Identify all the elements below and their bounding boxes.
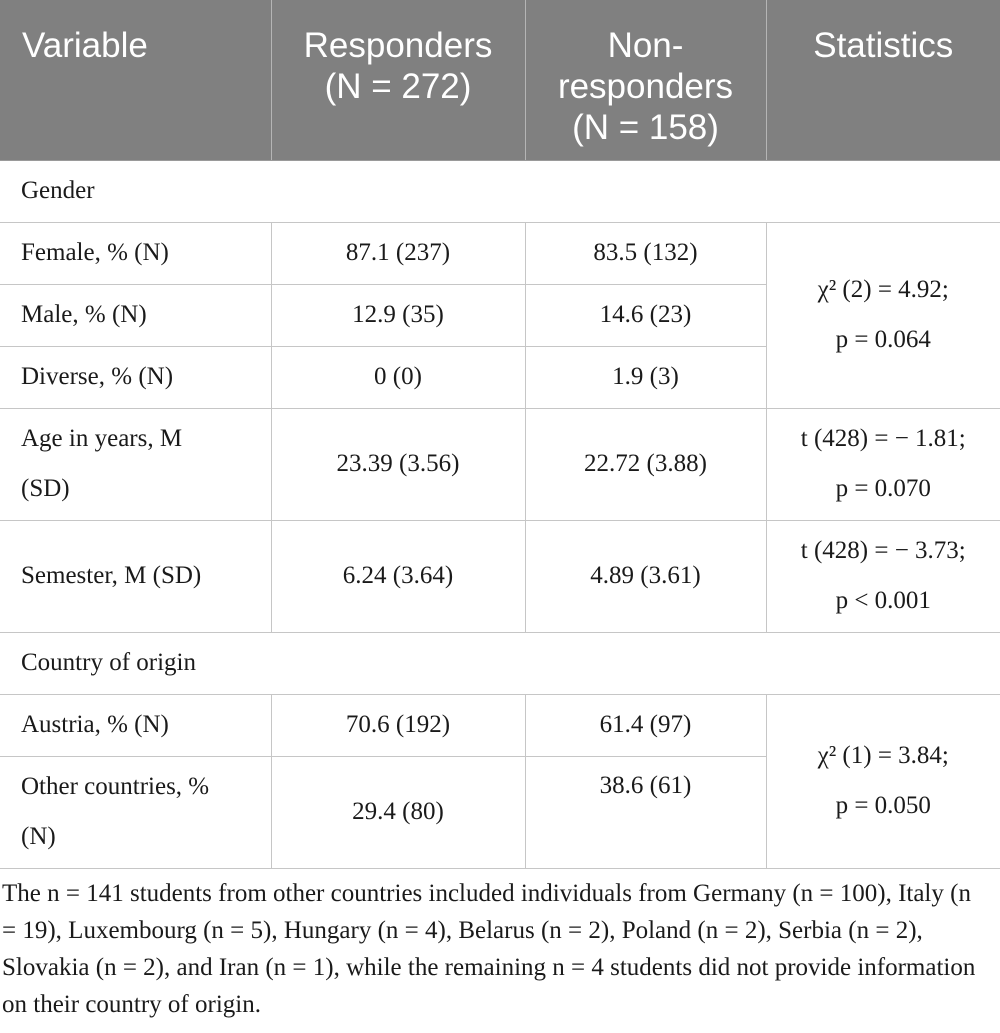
row-other-label xyxy=(0,756,271,868)
header-nonresponders-line1: Non- xyxy=(607,26,684,65)
stat-semester-line2: p < 0.001 xyxy=(835,587,931,614)
stat-age-line1: t (428) = − 1.81; xyxy=(800,425,966,452)
stat-gender-line1: χ² (2) = 4.92; xyxy=(817,276,949,303)
stat-semester-line1: t (428) = − 3.73; xyxy=(800,537,966,564)
row-age-label-line1: Age in years, M xyxy=(21,425,183,452)
header-row xyxy=(0,0,1000,160)
header-statistics: Statistics xyxy=(766,0,1000,160)
row-austria-responders: 70.6 (192) xyxy=(271,694,525,756)
row-female-label: Female, % (N) xyxy=(0,222,271,284)
row-female-responders: 87.1 (237) xyxy=(271,222,525,284)
stat-country-line1: χ² (1) = 3.84; xyxy=(817,742,949,769)
header-nonresponders-line2: responders xyxy=(557,67,734,106)
row-semester-responders: 6.24 (3.64) xyxy=(271,520,525,632)
row-austria-nonresponders: 61.4 (97) xyxy=(525,694,766,756)
row-diverse-responders: 0 (0) xyxy=(271,346,525,408)
table-row xyxy=(0,222,1000,284)
row-age-label xyxy=(0,408,271,520)
section-country-label: Country of origin xyxy=(0,632,1000,694)
section-row-gender xyxy=(0,160,1000,222)
row-female-nonresponders: 83.5 (132) xyxy=(525,222,766,284)
table-row xyxy=(0,408,1000,520)
row-semester-label: Semester, M (SD) xyxy=(0,520,271,632)
stat-gender xyxy=(766,222,1000,408)
stat-gender-line2: p = 0.064 xyxy=(835,326,931,353)
row-diverse-label: Diverse, % (N) xyxy=(0,346,271,408)
stat-age-line2: p = 0.070 xyxy=(835,475,931,502)
row-other-label-line1: Other countries, % xyxy=(21,773,210,800)
row-other-nonresponders: 38.6 (61) xyxy=(525,756,766,868)
stat-country xyxy=(766,694,1000,868)
row-austria-label: Austria, % (N) xyxy=(0,694,271,756)
header-responders-line1: Responders xyxy=(303,26,493,65)
table-footnote: The n = 141 students from other countries included individuals from Germany (n = 100), Italy (n = 19), Luxembourg (n = 5), Hungary (n = 4), Belarus (n = 2), Poland (n = 2), Serbia (n = 2), Slovakia (n = 2), and Iran (n = 1), while the remaining n = 4 students did not provide information on their country of origin. xyxy=(2,879,976,1018)
header-responders-line2: (N = 272) xyxy=(324,67,472,106)
row-male-responders: 12.9 (35) xyxy=(271,284,525,346)
stat-semester xyxy=(766,520,1000,632)
row-other-label-line2: (N) xyxy=(21,823,56,850)
header-responders xyxy=(271,0,525,160)
row-age-nonresponders: 22.72 (3.88) xyxy=(525,408,766,520)
row-male-label: Male, % (N) xyxy=(0,284,271,346)
header-nonresponders-line3: (N = 158) xyxy=(572,108,719,147)
row-diverse-nonresponders: 1.9 (3) xyxy=(525,346,766,408)
row-male-nonresponders: 14.6 (23) xyxy=(525,284,766,346)
header-variable: Variable xyxy=(0,0,271,160)
row-age-label-line2: (SD) xyxy=(21,475,70,502)
table-row xyxy=(0,520,1000,632)
row-other-responders: 29.4 (80) xyxy=(271,756,525,868)
section-gender-label: Gender xyxy=(0,160,1000,222)
row-age-responders: 23.39 (3.56) xyxy=(271,408,525,520)
section-row-country xyxy=(0,632,1000,694)
row-semester-nonresponders: 4.89 (3.61) xyxy=(525,520,766,632)
stat-country-line2: p = 0.050 xyxy=(835,792,931,819)
stat-age xyxy=(766,408,1000,520)
table-row xyxy=(0,694,1000,756)
header-nonresponders xyxy=(525,0,766,160)
